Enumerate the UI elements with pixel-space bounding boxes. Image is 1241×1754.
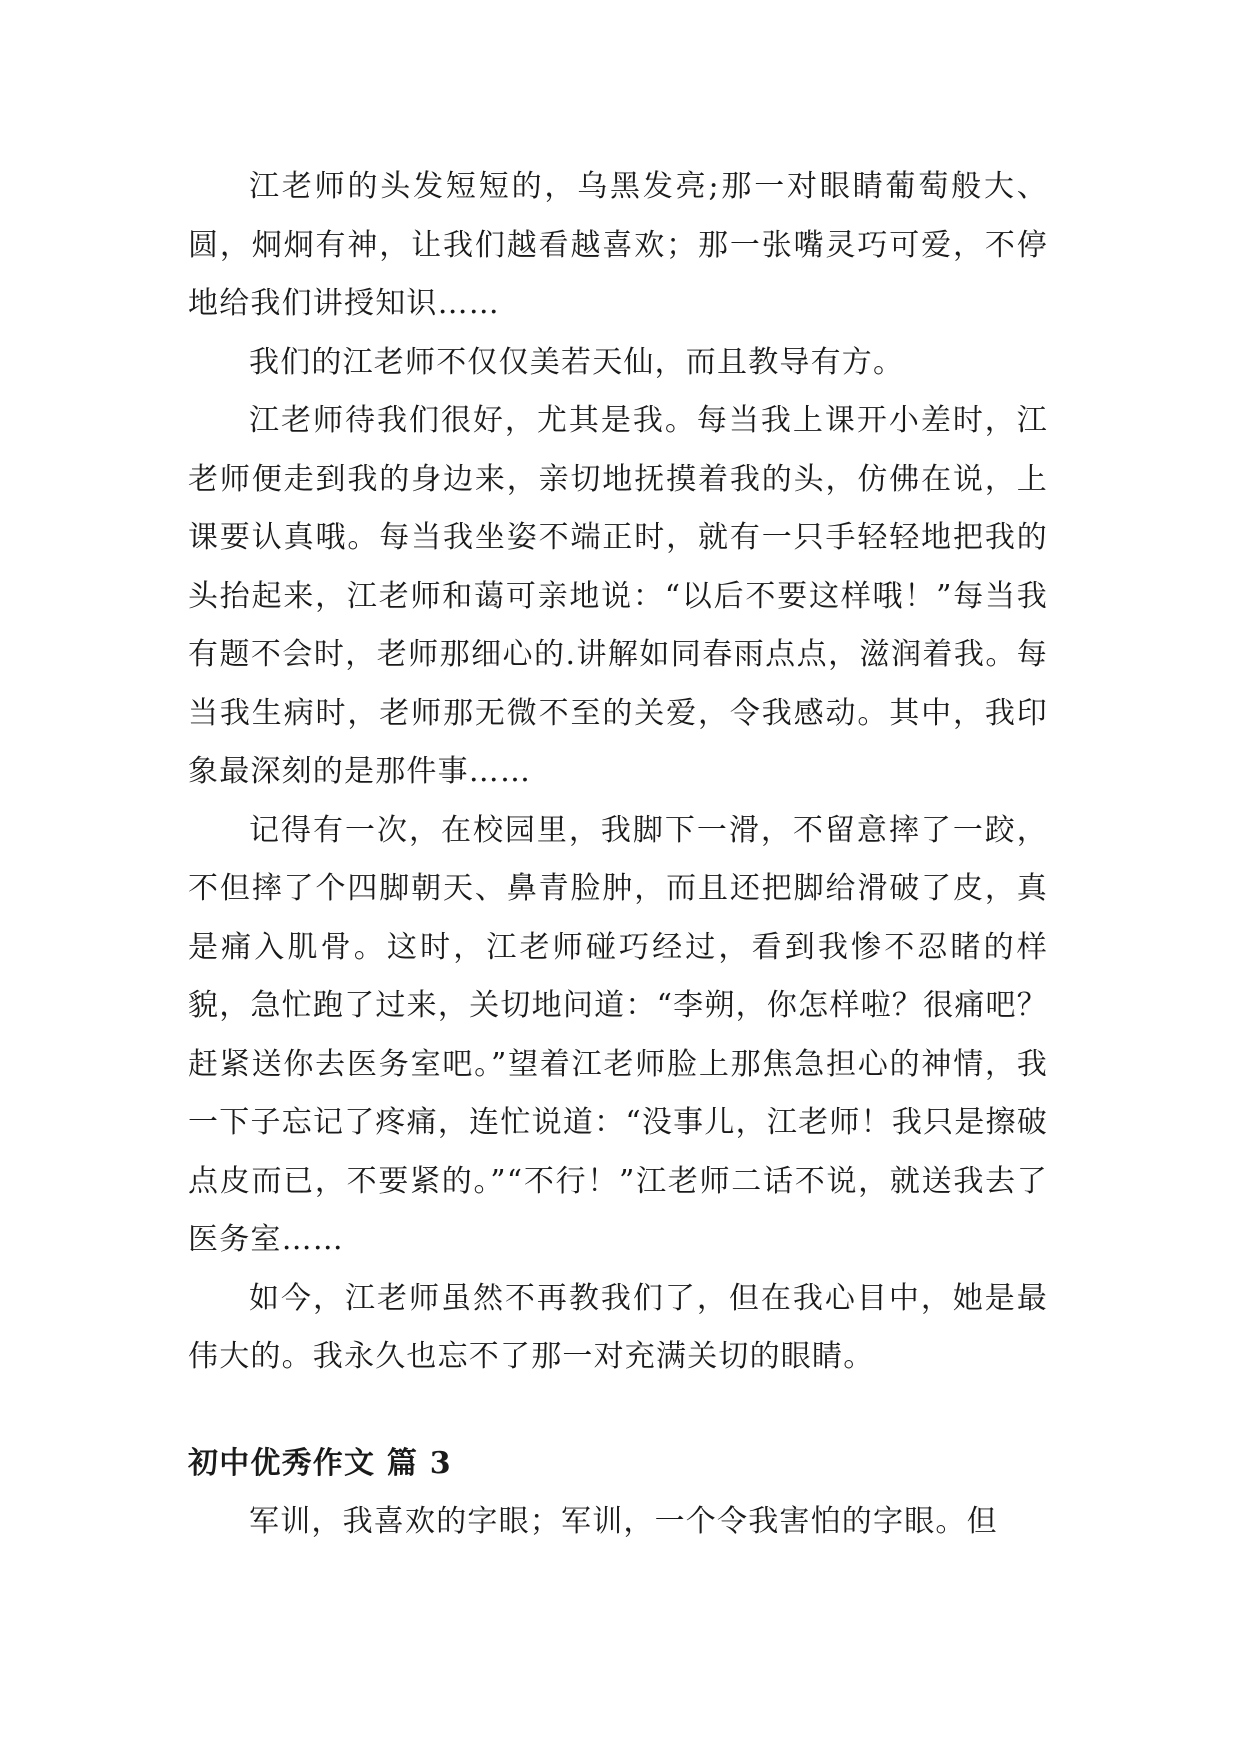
document-page [188, 158, 1048, 1552]
paragraph-teacher-praise: 我们的江老师不仅仅美若天仙，而且教导有方。 [249, 344, 905, 380]
paragraph-fall-story: 记得有一次，在校园里，我脚下一滑，不留意摔了一跤，不但摔了个四脚朝天、鼻青脸肿，而且还把脚给滑破了皮，真是痛入肌骨。这时，江老师碰巧经过，看到我惨不忍睹的样貌，急忙跑了过来，关切地问道：“李朔，你怎样啦？很痛吧？赶紧送你去医务室吧。”望着江老师脸上那焦急担心的神情，我一下子忘记了疼痛，连忙说道：“没事儿，江老师！我只是擦破点皮而已，不要紧的。”“不行！”江老师二话不说，就送我去了医务室…… [188, 812, 1048, 1257]
paragraph-military-training: 军训，我喜欢的字眼；军训，一个令我害怕的字眼。但 [249, 1504, 998, 1539]
paragraph-teacher-care: 江老师待我们很好，尤其是我。每当我上课开小差时，江老师便走到我的身边来，亲切地抚摸着我的头，仿佛在说，上课要认真哦。每当我坐姿不端正时，就有一只手轻轻地把我的头抬起来，江老师和蔼可亲地说：“以后不要这样哦！”每当我有题不会时，老师那细心的.讲解如同春雨点点，滋润着我。每当我生病时，老师那无微不至的关爱，令我感动。其中，我印象最深刻的是那件事…… [188, 403, 1048, 789]
paragraph-conclusion: 如今，江老师虽然不再教我们了，但在我心目中，她是最伟大的。我永久也忘不了那一对充满关切的眼睛。 [188, 1280, 1048, 1374]
section-heading: 初中优秀作文 篇 3 [188, 1445, 452, 1481]
paragraph-teacher-appearance: 江老师的头发短短的，乌黑发亮;那一对眼睛葡萄般大、圆，炯炯有神，让我们越看越喜欢；那一张嘴灵巧可爱，不停地给我们讲授知识…… [188, 169, 1048, 321]
